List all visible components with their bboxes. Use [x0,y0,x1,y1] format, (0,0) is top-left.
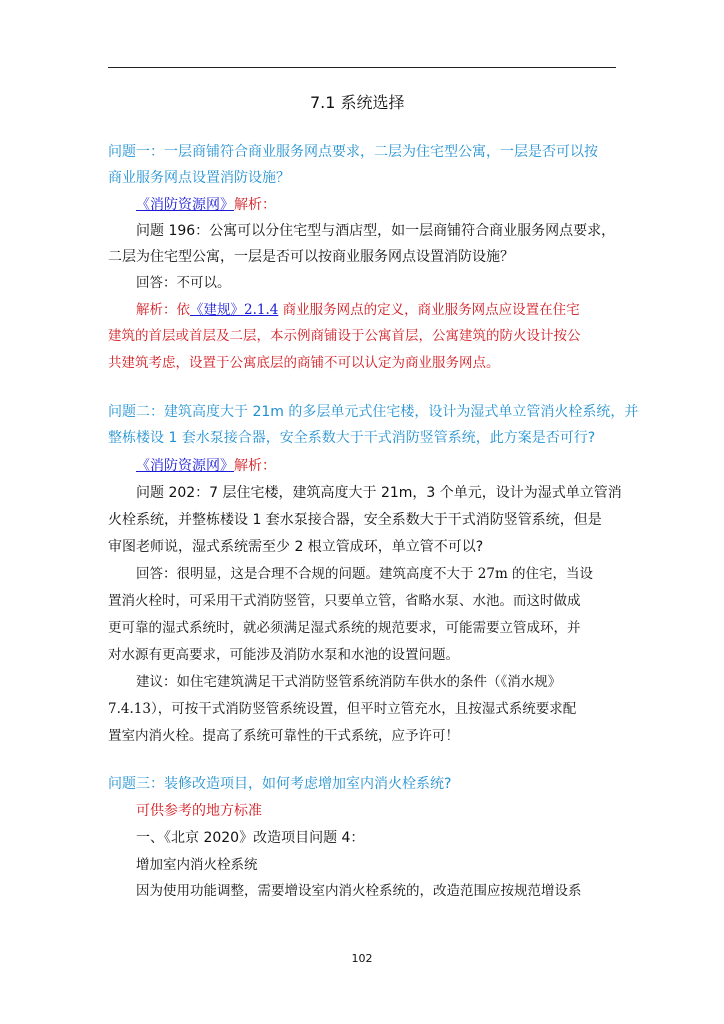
q2-question-line-2: 整栋楼设 1 套水泵接合器，安全系数大于干式消防竖管系统，此方案是否可行? [108,430,596,446]
q1-analysis-prefix: 解析：依 [136,302,190,318]
q1-analysis-rest: 商业服务网点的定义，商业服务网点应设置在住宅 [278,302,580,318]
q2-source-suffix: 解析： [234,458,276,474]
q3-item-title: 一、《北京 2020》改造项目问题 4： [136,830,365,846]
q2-case-line-1: 问题 202：7 层住宅楼，建筑高度大于 21m，3 个单元，设计为湿式单立管消 [136,485,622,501]
q2-case-line-3: 审图老师说，湿式系统需至少 2 根立管成环，单立管不可以? [108,539,484,555]
q1-question-line-1: 问题一：一层商铺符合商业服务网点要求，二层为住宅型公寓，一层是否可以按 [108,144,598,160]
page-number: 102 [351,952,373,965]
q2-advice-line-1: 建议：如住宅建筑满足干式消防竖管系统消防车供水的条件（《消水规》 [136,674,562,690]
q1-source-line [136,195,276,215]
q2-case-line-2: 火栓系统，并整栋楼设 1 套水泵接合器，安全系数大于干式消防竖管系统，但是 [108,512,602,528]
q2-answer-line-1: 回答：很明显，这是合理不合规的问题。建筑高度不大于 27m 的住宅，当设 [136,566,594,582]
q2-source-line [136,456,276,476]
q2-answer-line-3: 更可靠的湿式系统时，就必须满足湿式系统的规范要求，可能需要立管成环，并 [108,620,581,636]
q2-source-link[interactable]: 《消防资源网》 [136,458,234,474]
q3-question: 问题三：装修改造项目，如何考虑增加室内消火栓系统? [108,776,452,792]
q3-item-subtitle: 增加室内消火栓系统 [136,857,258,873]
q2-answer-line-4: 对水源有更高要求，可能涉及消防水泵和水池的设置问题。 [108,647,459,663]
q1-analysis-line-2: 建筑的首层或首层及二层，本示例商铺设于公寓首层，公寓建筑的防火设计按公 [108,328,581,344]
q1-question-line-2: 商业服务网点设置消防设施？ [108,170,290,186]
q1-analysis-link[interactable]: 《建规》2.1.4 [190,302,279,318]
q3-reference-heading: 可供参考的地方标准 [136,803,262,819]
q2-advice-line-2: 7.4.13），可按干式消防竖管系统设置，但平时立管充水，且按湿式系统要求配 [108,701,577,717]
q1-source-suffix: 解析： [234,197,276,213]
q3-item-body: 因为使用功能调整，需要增设室内消火栓系统的，改造范围应按规范增设系 [136,883,582,899]
q1-analysis-line-3: 共建筑考虑，设置于公寓底层的商铺不可以认定为商业服务网点。 [108,355,500,371]
header-rule [108,67,616,68]
q1-analysis-line-1 [136,300,580,320]
q1-case-line-2: 二层为住宅型公寓，一层是否可以按商业服务网点设置消防设施？ [108,249,514,265]
q1-case-line-1: 问题 196：公寓可以分住宅型与酒店型，如一层商铺符合商业服务网点要求， [136,223,616,239]
q2-question-line-1: 问题二：建筑高度大于 21m 的多层单元式住宅楼，设计为湿式单立管消火栓系统，并 [108,404,639,420]
q2-advice-line-3: 置室内消火栓。提高了系统可靠性的干式系统，应予许可！ [108,728,459,744]
q2-answer-line-2: 置消火栓时，可采用干式消防竖管，只要单立管，省略水泵、水池。而这时做成 [108,593,581,609]
section-title: 7.1 系统选择 [310,93,405,112]
q1-source-link[interactable]: 《消防资源网》 [136,197,234,213]
q1-answer: 回答：不可以。 [136,275,231,291]
